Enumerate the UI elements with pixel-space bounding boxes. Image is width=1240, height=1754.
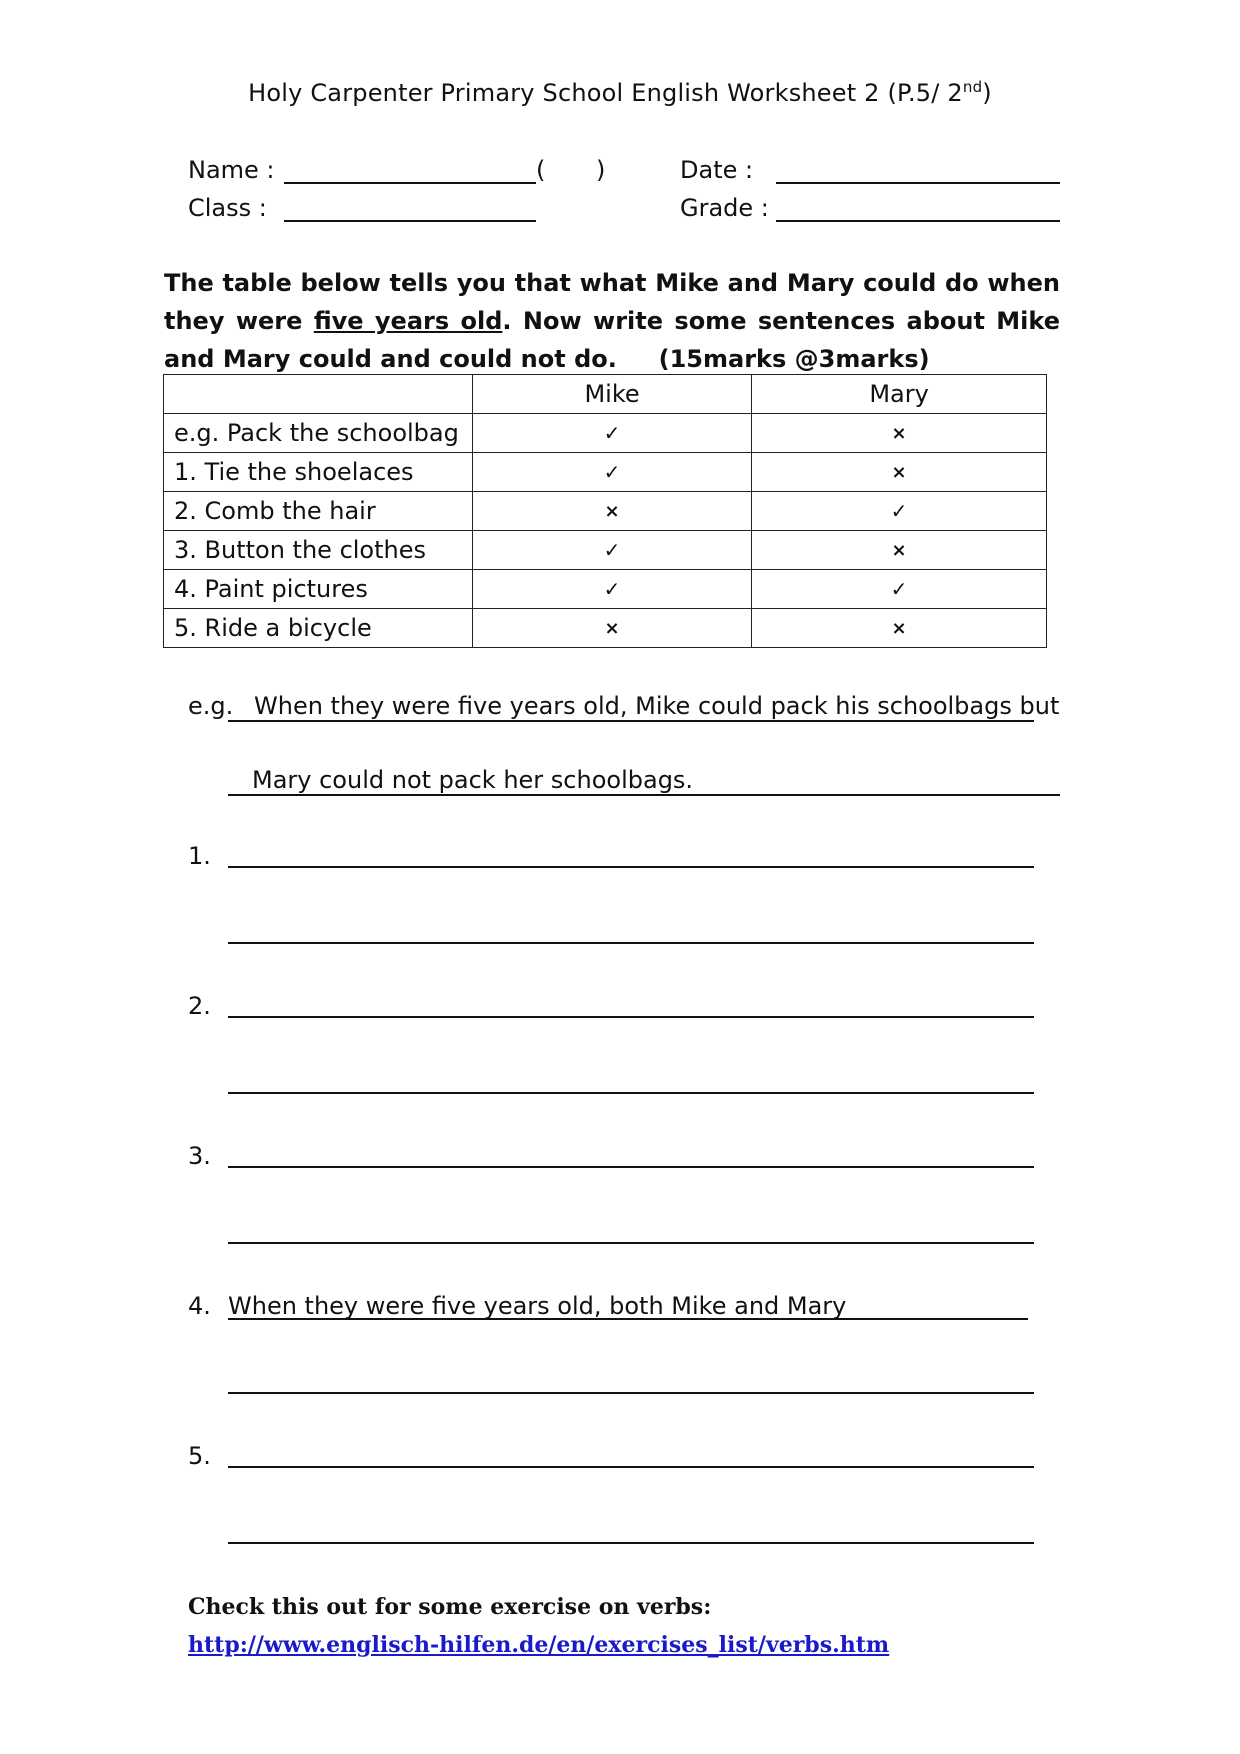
table-row xyxy=(164,414,1047,453)
name-paren-close: ) xyxy=(596,156,606,184)
footer-note: Check this out for some exercise on verbs: xyxy=(188,1594,712,1620)
example-underline-1 xyxy=(228,720,1034,722)
table-row xyxy=(164,531,1047,570)
mary-mark: × xyxy=(752,414,1047,453)
activity-cell: 4. Paint pictures xyxy=(164,570,473,609)
answer-line-2a[interactable] xyxy=(228,1016,1034,1018)
mary-mark: × xyxy=(752,609,1047,648)
table-row xyxy=(164,492,1047,531)
mike-mark: ✓ xyxy=(473,570,752,609)
answer-line-5b[interactable] xyxy=(228,1542,1034,1544)
table-header xyxy=(164,375,473,414)
answer-line-3a[interactable] xyxy=(228,1166,1034,1168)
grade-label: Grade : xyxy=(680,194,769,222)
mary-mark: × xyxy=(752,531,1047,570)
table-header: Mike xyxy=(473,375,752,414)
mike-mark: ✓ xyxy=(473,531,752,570)
mike-mark: × xyxy=(473,609,752,648)
answer-number: 4. xyxy=(188,1292,211,1320)
table-row xyxy=(164,453,1047,492)
q4-prompt: When they were five years old, both Mike and Mary xyxy=(228,1292,847,1320)
ability-table xyxy=(163,374,1047,648)
activity-cell: 3. Button the clothes xyxy=(164,531,473,570)
answer-line-3b[interactable] xyxy=(228,1242,1034,1244)
activity-cell: 2. Comb the hair xyxy=(164,492,473,531)
answer-line-4a[interactable] xyxy=(228,1318,1028,1320)
example-underline-2 xyxy=(228,794,1060,796)
mike-mark: ✓ xyxy=(473,414,752,453)
mary-mark: ✓ xyxy=(752,492,1047,531)
footer-link[interactable]: http://www.englisch-hilfen.de/en/exercises_list/verbs.htm xyxy=(188,1632,890,1658)
marks-note: (15marks @3marks) xyxy=(658,345,930,373)
table-header: Mary xyxy=(752,375,1047,414)
table-row xyxy=(164,609,1047,648)
mary-mark: × xyxy=(752,453,1047,492)
example-label: e.g. xyxy=(188,692,234,720)
answer-line-4b[interactable] xyxy=(228,1392,1034,1394)
mike-mark: × xyxy=(473,492,752,531)
grade-field[interactable] xyxy=(776,220,1060,222)
example-line-2: Mary could not pack her schoolbags. xyxy=(252,766,694,794)
name-label: Name : xyxy=(188,156,275,184)
answer-line-5a[interactable] xyxy=(228,1466,1034,1468)
instructions: The table below tells you that what Mike and Mary could do when they were five years old. Now write some sentences about Mike and Mary could and could not do. (15marks @3marks) xyxy=(164,269,1060,373)
class-field[interactable] xyxy=(284,220,536,222)
answer-line-1b[interactable] xyxy=(228,942,1034,944)
example-line-1: When they were five years old, Mike could pack his schoolbags but xyxy=(254,692,1060,720)
worksheet-title: Holy Carpenter Primary School English Worksheet 2 (P.5/ 2nd) xyxy=(248,78,992,107)
name-paren-open: ( xyxy=(536,156,546,184)
date-field[interactable] xyxy=(776,182,1060,184)
answer-number: 3. xyxy=(188,1142,211,1170)
underlined-phrase: five years old xyxy=(313,307,503,335)
answer-number: 2. xyxy=(188,992,211,1020)
answer-number: 1. xyxy=(188,842,211,870)
activity-cell: 5. Ride a bicycle xyxy=(164,609,473,648)
answer-line-2b[interactable] xyxy=(228,1092,1034,1094)
table-header-row xyxy=(164,375,1047,414)
activity-cell: 1. Tie the shoelaces xyxy=(164,453,473,492)
class-label: Class : xyxy=(188,194,267,222)
answer-number: 5. xyxy=(188,1442,211,1470)
activity-cell: e.g. Pack the schoolbag xyxy=(164,414,473,453)
table-row xyxy=(164,570,1047,609)
mike-mark: ✓ xyxy=(473,453,752,492)
name-field[interactable] xyxy=(284,182,536,184)
answer-line-1a[interactable] xyxy=(228,866,1034,868)
date-label: Date : xyxy=(680,156,754,184)
mary-mark: ✓ xyxy=(752,570,1047,609)
